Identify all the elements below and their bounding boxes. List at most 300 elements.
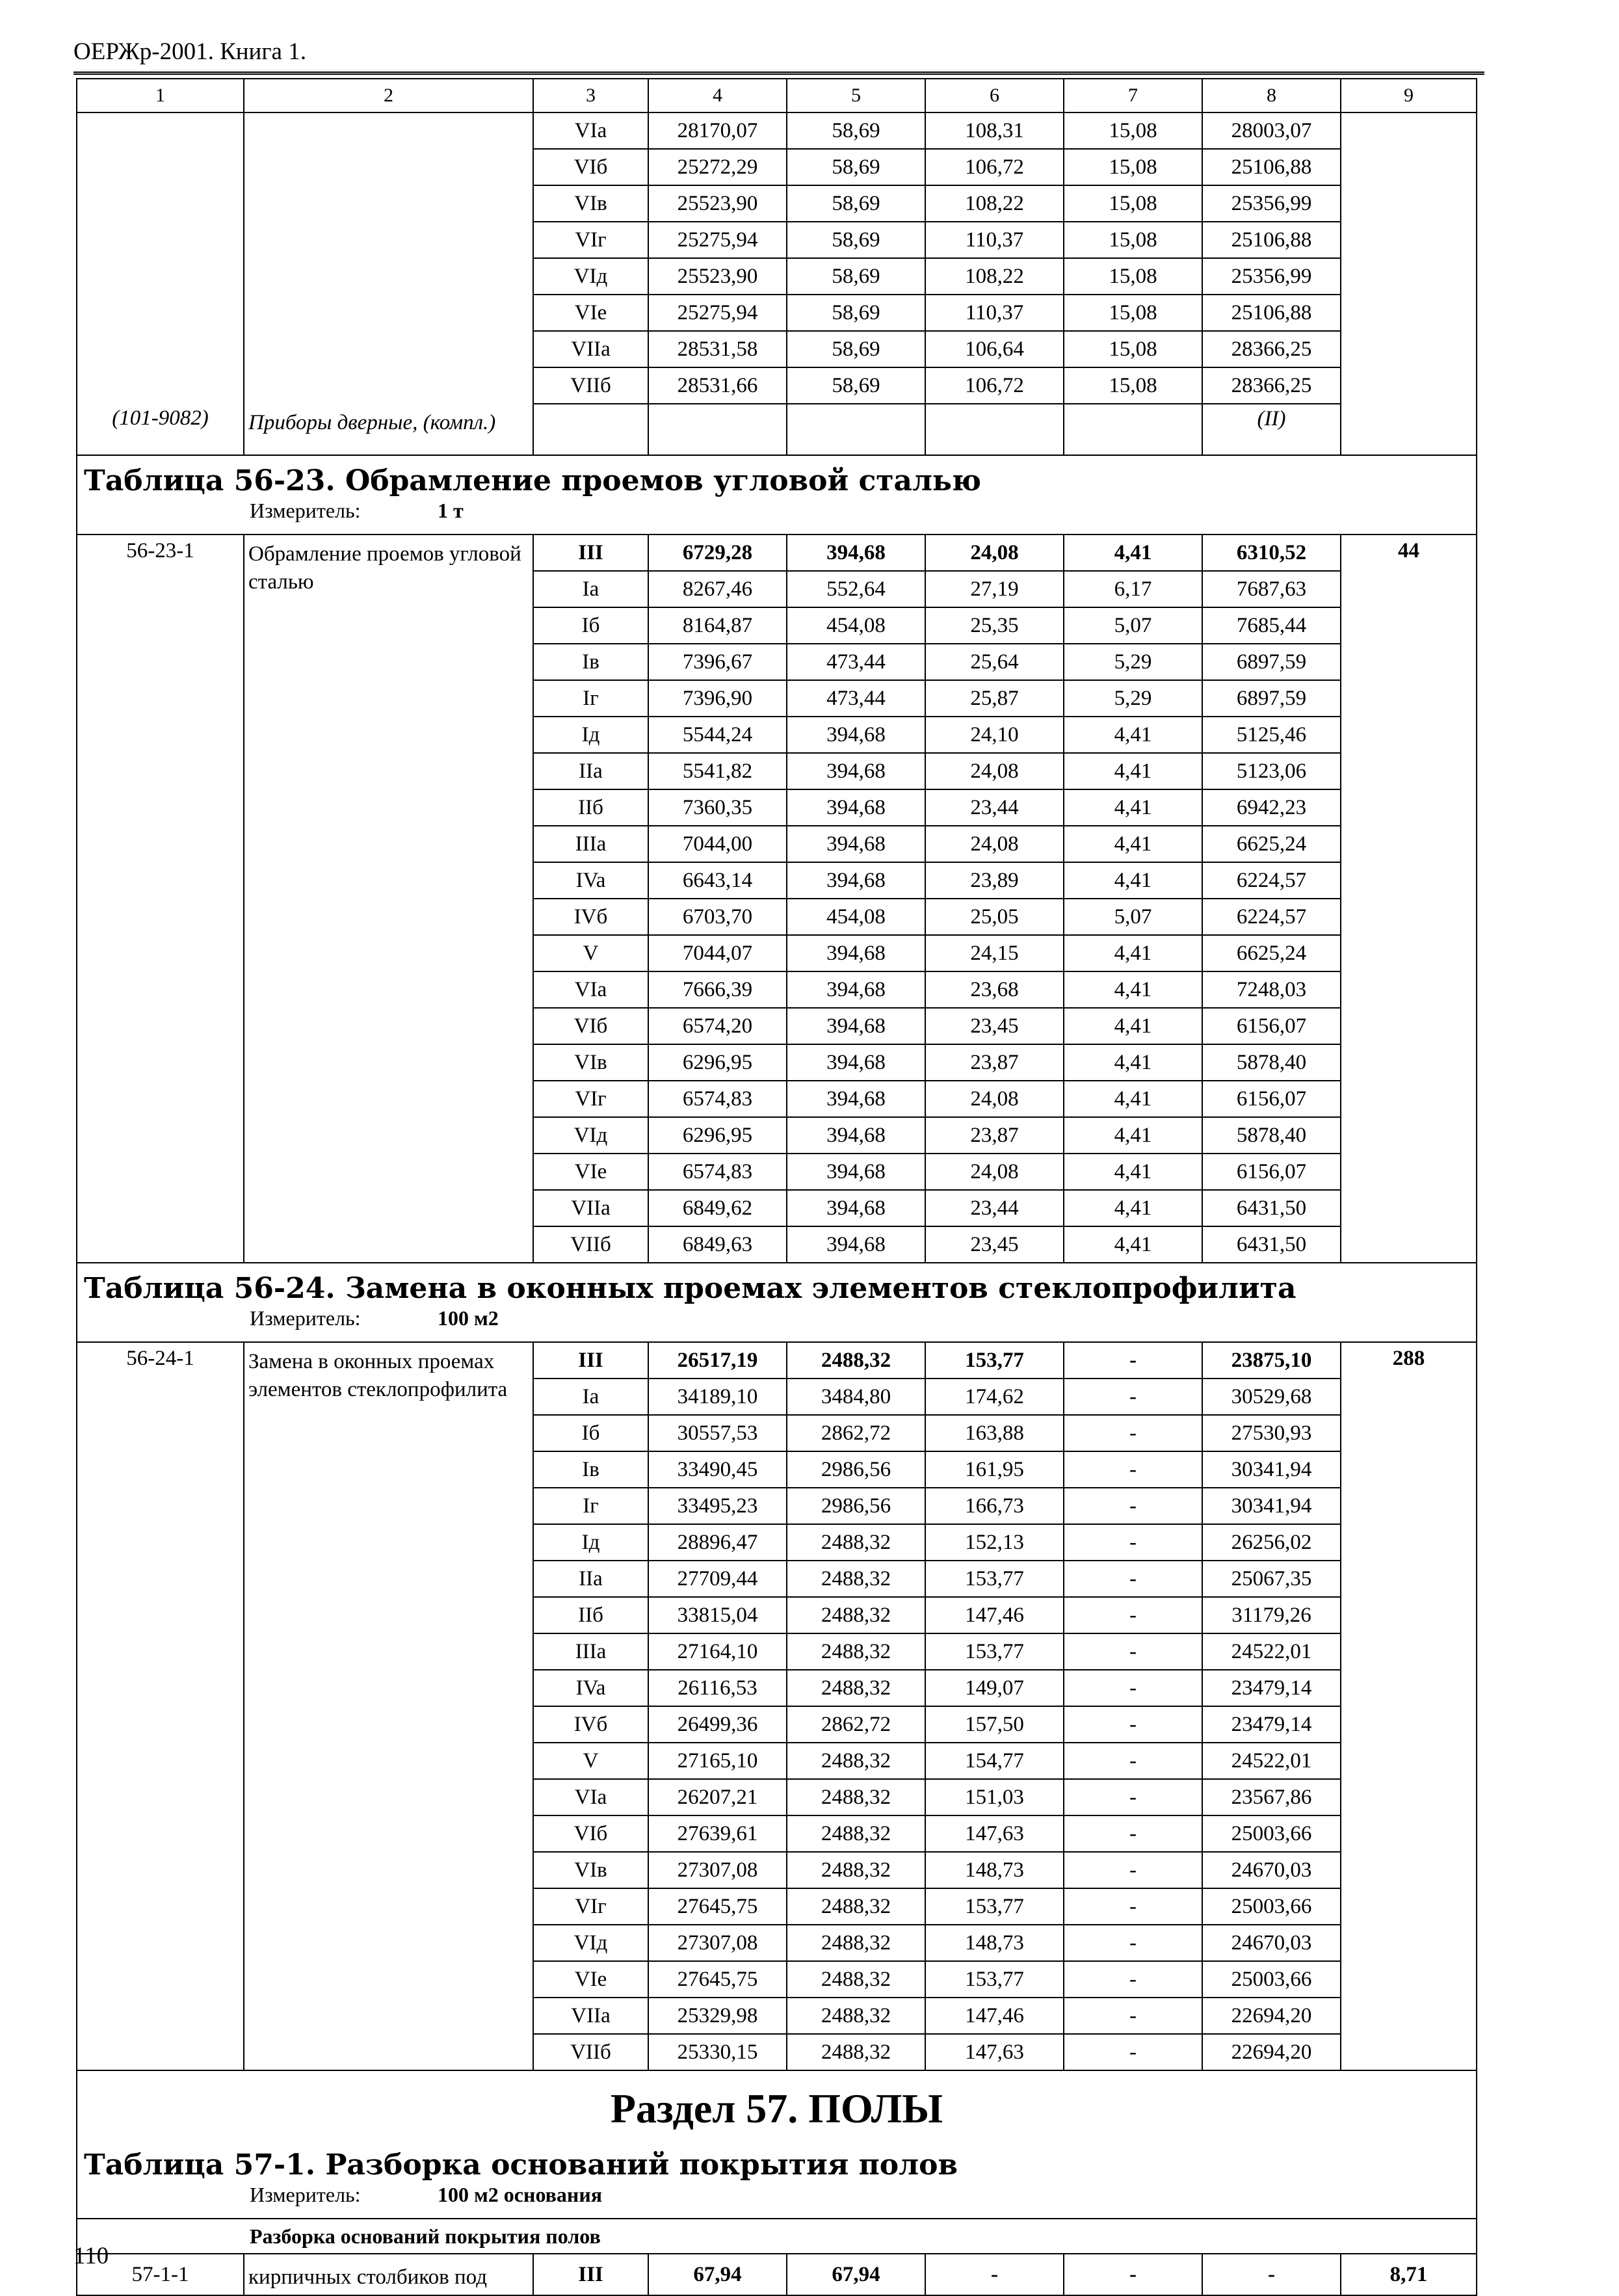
table-cell: - xyxy=(1064,1670,1202,1706)
table-cell: 25,87 xyxy=(925,680,1064,717)
table-title-row xyxy=(77,2140,1477,2184)
table-cell: 153,77 xyxy=(925,1888,1064,1925)
table-cell: 27307,08 xyxy=(648,1925,787,1961)
table-cell: 23,44 xyxy=(925,789,1064,826)
table-cell: VIг xyxy=(533,1081,648,1117)
table-cell: 5541,82 xyxy=(648,753,787,789)
table-cell: 4,41 xyxy=(1064,935,1202,971)
table-cell: 6643,14 xyxy=(648,862,787,899)
table-row xyxy=(77,112,1477,149)
unit-value: 100 м2 основания xyxy=(438,2183,603,2206)
table-cell: 6156,07 xyxy=(1202,1081,1341,1117)
table-cell: 25356,99 xyxy=(1202,185,1341,222)
table-cell: 23479,14 xyxy=(1202,1670,1341,1706)
table-cell: 6942,23 xyxy=(1202,789,1341,826)
table-cell: 6431,50 xyxy=(1202,1190,1341,1226)
table-cell: - xyxy=(1064,1815,1202,1852)
table-cell: 153,77 xyxy=(925,1633,1064,1670)
table-cell: VIб xyxy=(533,149,648,185)
column-number: 1 xyxy=(77,79,244,112)
table-cell: 7666,39 xyxy=(648,971,787,1008)
table-cell: 394,68 xyxy=(787,826,925,862)
table-cell: 27530,93 xyxy=(1202,1415,1341,1451)
table-cell xyxy=(925,404,1064,455)
table-cell: 24,08 xyxy=(925,1154,1064,1190)
table-cell: 552,64 xyxy=(787,571,925,607)
table-cell: 15,08 xyxy=(1064,112,1202,149)
table-cell: III xyxy=(533,534,648,571)
table-cell: 15,08 xyxy=(1064,367,1202,404)
table-cell: 5,07 xyxy=(1064,607,1202,644)
table-cell: 454,08 xyxy=(787,899,925,935)
table-cell: Iг xyxy=(533,680,648,717)
table-cell: 25003,66 xyxy=(1202,1815,1341,1852)
item-name: кирпичных столбиков под xyxy=(244,2254,533,2295)
table-cell: 28366,25 xyxy=(1202,331,1341,367)
table-cell: VIIa xyxy=(533,1998,648,2034)
table-cell: 28896,47 xyxy=(648,1524,787,1561)
table-cell: VIд xyxy=(533,258,648,295)
table-cell: 5544,24 xyxy=(648,717,787,753)
table-title: Таблица 57-1. Разборка оснований покрытия полов xyxy=(77,2140,1477,2184)
table-cell: VIe xyxy=(533,295,648,331)
table-cell: 2488,32 xyxy=(787,1561,925,1597)
table-cell: 2488,32 xyxy=(787,1524,925,1561)
table-cell: 5,29 xyxy=(1064,644,1202,680)
table-cell: 28531,58 xyxy=(648,331,787,367)
table-cell: 4,41 xyxy=(1064,534,1202,571)
table-cell: 4,41 xyxy=(1064,1008,1202,1044)
table-cell: 27645,75 xyxy=(648,1888,787,1925)
table-cell: - xyxy=(1064,1379,1202,1415)
table-cell: VIe xyxy=(533,1154,648,1190)
table-cell: 4,41 xyxy=(1064,717,1202,753)
table-cell: 147,46 xyxy=(925,1998,1064,2034)
table-cell: VIa xyxy=(533,1779,648,1815)
table-cell: VIe xyxy=(533,1961,648,1998)
column-number: 6 xyxy=(925,79,1064,112)
table-cell: 34189,10 xyxy=(648,1379,787,1415)
table-cell: 67,94 xyxy=(787,2254,925,2295)
table-cell: 58,69 xyxy=(787,185,925,222)
table-cell xyxy=(1064,404,1202,455)
table-cell: 58,69 xyxy=(787,367,925,404)
table-cell: 151,03 xyxy=(925,1779,1064,1815)
table-cell: 24,08 xyxy=(925,534,1064,571)
table-cell: IIб xyxy=(533,1597,648,1633)
table-row xyxy=(77,534,1477,571)
item-name: Приборы дверные, (компл.) xyxy=(244,404,533,455)
table-cell: 5878,40 xyxy=(1202,1044,1341,1081)
table-cell: 23,44 xyxy=(925,1190,1064,1226)
table-cell: 4,41 xyxy=(1064,826,1202,862)
table-cell: Ia xyxy=(533,571,648,607)
running-header: ОЕРЖр-2001. Книга 1. xyxy=(73,38,306,65)
cont-code-cell xyxy=(77,112,244,404)
unit-row xyxy=(77,500,1477,534)
table-cell xyxy=(787,404,925,455)
table-cell: 2488,32 xyxy=(787,1961,925,1998)
table-cell: 58,69 xyxy=(787,331,925,367)
table-cell: 28170,07 xyxy=(648,112,787,149)
table-cell: 394,68 xyxy=(787,1154,925,1190)
table-cell: Iб xyxy=(533,607,648,644)
table-cell: 3484,80 xyxy=(787,1379,925,1415)
table-cell: - xyxy=(1064,1925,1202,1961)
table-cell: 25329,98 xyxy=(648,1998,787,2034)
unit-value: 1 т xyxy=(438,499,464,522)
table-cell: 31179,26 xyxy=(1202,1597,1341,1633)
table-cell: 15,08 xyxy=(1064,331,1202,367)
table-cell: 6296,95 xyxy=(648,1044,787,1081)
table-cell: 2488,32 xyxy=(787,1342,925,1379)
table-cell: 5878,40 xyxy=(1202,1117,1341,1154)
unit-cell xyxy=(77,1308,1477,1342)
column-number: 3 xyxy=(533,79,648,112)
table-cell: 4,41 xyxy=(1064,1081,1202,1117)
table-cell: 24,08 xyxy=(925,826,1064,862)
table-cell: 15,08 xyxy=(1064,185,1202,222)
table-cell: 106,64 xyxy=(925,331,1064,367)
unit-label: Измеритель: xyxy=(250,2183,361,2206)
table-cell: 26499,36 xyxy=(648,1706,787,1743)
table-cell: 153,77 xyxy=(925,1342,1064,1379)
table-cell: 4,41 xyxy=(1064,753,1202,789)
table-cell: 106,72 xyxy=(925,367,1064,404)
table-cell: 394,68 xyxy=(787,1117,925,1154)
table-cell: - xyxy=(925,2254,1064,2295)
table-cell: IIIa xyxy=(533,1633,648,1670)
table-cell: 6224,57 xyxy=(1202,899,1341,935)
table-cell: 25106,88 xyxy=(1202,149,1341,185)
table-cell: 6625,24 xyxy=(1202,935,1341,971)
table-cell: 108,22 xyxy=(925,185,1064,222)
table-title: Таблица 56-24. Замена в оконных проемах элементов стеклопрофилита xyxy=(77,1263,1477,1308)
table-cell: Iв xyxy=(533,1451,648,1488)
item-name: Замена в оконных проемах элементов стеклопрофилита xyxy=(244,1342,533,2070)
table-cell: 8,71 xyxy=(1341,2254,1477,2295)
col9-value: 288 xyxy=(1341,1342,1477,2070)
cont-name-cell xyxy=(244,112,533,404)
estimate-table xyxy=(76,78,1477,2296)
table-cell: 27645,75 xyxy=(648,1961,787,1998)
page-number: 110 xyxy=(73,2243,109,2269)
table-cell: 4,41 xyxy=(1064,971,1202,1008)
table-cell: 161,95 xyxy=(925,1451,1064,1488)
table-cell: 110,37 xyxy=(925,295,1064,331)
table-cell: VIa xyxy=(533,971,648,1008)
table-cell: 8267,46 xyxy=(648,571,787,607)
column-number: 4 xyxy=(648,79,787,112)
item-code: 57-1-1 xyxy=(77,2254,244,2295)
table-row xyxy=(77,2254,1477,2295)
unit-label: Измеритель: xyxy=(250,1306,361,1330)
cont-col9-cell xyxy=(1341,112,1477,455)
table-cell: 26256,02 xyxy=(1202,1524,1341,1561)
table-cell: 6574,20 xyxy=(648,1008,787,1044)
table-cell: 6310,52 xyxy=(1202,534,1341,571)
item-code: 56-23-1 xyxy=(77,534,244,1263)
table-cell: Iг xyxy=(533,1488,648,1524)
table-cell: 5,07 xyxy=(1064,899,1202,935)
table-cell: - xyxy=(1064,1706,1202,1743)
table-cell: 2488,32 xyxy=(787,1633,925,1670)
table-cell: VIIa xyxy=(533,1190,648,1226)
table-cell: 25,05 xyxy=(925,899,1064,935)
table-cell: 15,08 xyxy=(1064,149,1202,185)
table-cell: - xyxy=(1064,2034,1202,2070)
table-cell: VIIб xyxy=(533,367,648,404)
table-cell: 30529,68 xyxy=(1202,1379,1341,1415)
table-cell: 454,08 xyxy=(787,607,925,644)
table-cell: 25523,90 xyxy=(648,185,787,222)
table-cell: (II) xyxy=(1202,404,1341,455)
table-cell: 147,63 xyxy=(925,1815,1064,1852)
table-cell: - xyxy=(1064,1743,1202,1779)
column-number: 2 xyxy=(244,79,533,112)
table-cell: Iв xyxy=(533,644,648,680)
table-cell: 7360,35 xyxy=(648,789,787,826)
table-cell: 6849,62 xyxy=(648,1190,787,1226)
table-cell: 4,41 xyxy=(1064,1044,1202,1081)
table-cell: VIд xyxy=(533,1925,648,1961)
table-cell: 7248,03 xyxy=(1202,971,1341,1008)
table-cell: 27164,10 xyxy=(648,1633,787,1670)
table-cell: 58,69 xyxy=(787,258,925,295)
table-cell: VIг xyxy=(533,222,648,258)
table-cell: 473,44 xyxy=(787,680,925,717)
table-cell: 6156,07 xyxy=(1202,1154,1341,1190)
table-cell: 6224,57 xyxy=(1202,862,1341,899)
table-cell: 2488,32 xyxy=(787,1888,925,1925)
section-title: Раздел 57. ПОЛЫ xyxy=(77,2070,1477,2140)
table-cell: 27,19 xyxy=(925,571,1064,607)
table-cell: 6431,50 xyxy=(1202,1226,1341,1263)
table-cell: 28366,25 xyxy=(1202,367,1341,404)
table-cell: Iб xyxy=(533,1415,648,1451)
table-cell: IIa xyxy=(533,753,648,789)
table-cell: 154,77 xyxy=(925,1743,1064,1779)
table-cell: 2488,32 xyxy=(787,1815,925,1852)
table-cell: 6729,28 xyxy=(648,534,787,571)
table-cell: - xyxy=(1202,2254,1341,2295)
table-cell: 157,50 xyxy=(925,1706,1064,1743)
column-number: 7 xyxy=(1064,79,1202,112)
table-cell: 2488,32 xyxy=(787,1998,925,2034)
table-cell: - xyxy=(1064,1779,1202,1815)
table-cell: 2488,32 xyxy=(787,1670,925,1706)
table-cell: 23,89 xyxy=(925,862,1064,899)
table-cell: 4,41 xyxy=(1064,789,1202,826)
table-cell: 24,08 xyxy=(925,1081,1064,1117)
table-cell: 149,07 xyxy=(925,1670,1064,1706)
column-number: 5 xyxy=(787,79,925,112)
item-name: Обрамление проемов угловой сталью xyxy=(244,534,533,1263)
table-cell: 394,68 xyxy=(787,534,925,571)
table-cell: 4,41 xyxy=(1064,1117,1202,1154)
table-cell: IIIa xyxy=(533,826,648,862)
table-cell: VIг xyxy=(533,1888,648,1925)
unit-label: Измеритель: xyxy=(250,499,361,522)
table-cell: 110,37 xyxy=(925,222,1064,258)
table-cell: 6156,07 xyxy=(1202,1008,1341,1044)
table-cell: 25067,35 xyxy=(1202,1561,1341,1597)
table-cell: 394,68 xyxy=(787,935,925,971)
table-cell: 25523,90 xyxy=(648,258,787,295)
table-cell: III xyxy=(533,1342,648,1379)
table-cell: 394,68 xyxy=(787,971,925,1008)
table-cell: 30341,94 xyxy=(1202,1451,1341,1488)
table-cell: 4,41 xyxy=(1064,862,1202,899)
table-cell: 26517,19 xyxy=(648,1342,787,1379)
table-cell xyxy=(648,404,787,455)
table-cell: 25106,88 xyxy=(1202,222,1341,258)
table-cell: 473,44 xyxy=(787,644,925,680)
table-cell: 25272,29 xyxy=(648,149,787,185)
table-cell: 22694,20 xyxy=(1202,2034,1341,2070)
table-cell: 25275,94 xyxy=(648,222,787,258)
table-cell: 15,08 xyxy=(1064,222,1202,258)
table-cell: 23,45 xyxy=(925,1226,1064,1263)
table-cell: IVa xyxy=(533,862,648,899)
table-cell: Iд xyxy=(533,1524,648,1561)
table-cell: 26207,21 xyxy=(648,1779,787,1815)
table-cell: 6849,63 xyxy=(648,1226,787,1263)
table-cell: 2488,32 xyxy=(787,1597,925,1633)
table-cell: 4,41 xyxy=(1064,1226,1202,1263)
table-cell: V xyxy=(533,935,648,971)
table-cell: 27639,61 xyxy=(648,1815,787,1852)
table-cell: 25330,15 xyxy=(648,2034,787,2070)
table-cell: V xyxy=(533,1743,648,1779)
table-cell: 163,88 xyxy=(925,1415,1064,1451)
table-cell: Ia xyxy=(533,1379,648,1415)
table-cell: VIIa xyxy=(533,331,648,367)
table-cell: 2986,56 xyxy=(787,1488,925,1524)
table-cell: 5125,46 xyxy=(1202,717,1341,753)
table-cell: 27709,44 xyxy=(648,1561,787,1597)
table-cell: VIв xyxy=(533,185,648,222)
table-cell: VIб xyxy=(533,1008,648,1044)
table-cell: 58,69 xyxy=(787,112,925,149)
table-row xyxy=(77,404,1477,455)
table-cell: 2488,32 xyxy=(787,1743,925,1779)
table-cell: 24,10 xyxy=(925,717,1064,753)
table-cell: IIб xyxy=(533,789,648,826)
table-cell: 6296,95 xyxy=(648,1117,787,1154)
table-cell: - xyxy=(1064,1597,1202,1633)
table-cell: 7044,00 xyxy=(648,826,787,862)
table-cell: 2488,32 xyxy=(787,2034,925,2070)
header-rule xyxy=(73,72,1484,75)
table-cell: 7396,90 xyxy=(648,680,787,717)
col9-value: 44 xyxy=(1341,534,1477,1263)
subheading-row xyxy=(77,2219,1477,2254)
table-cell: 6574,83 xyxy=(648,1154,787,1190)
table-cell: 28003,07 xyxy=(1202,112,1341,149)
table-cell: 394,68 xyxy=(787,717,925,753)
table-cell: 394,68 xyxy=(787,1044,925,1081)
table-cell: 25106,88 xyxy=(1202,295,1341,331)
table-cell: 394,68 xyxy=(787,862,925,899)
table-cell: 30341,94 xyxy=(1202,1488,1341,1524)
table-cell: 24522,01 xyxy=(1202,1633,1341,1670)
table-cell: IIa xyxy=(533,1561,648,1597)
table-cell: 33490,45 xyxy=(648,1451,787,1488)
table-cell: IVб xyxy=(533,1706,648,1743)
table-cell: 147,46 xyxy=(925,1597,1064,1633)
table-cell: 25003,66 xyxy=(1202,1888,1341,1925)
table-cell: 148,73 xyxy=(925,1925,1064,1961)
table-cell: - xyxy=(1064,1488,1202,1524)
table-cell: VIд xyxy=(533,1117,648,1154)
table-cell: - xyxy=(1064,1888,1202,1925)
table-cell: 394,68 xyxy=(787,1226,925,1263)
table-cell: 394,68 xyxy=(787,1081,925,1117)
table-cell: 394,68 xyxy=(787,1190,925,1226)
table-row xyxy=(77,1342,1477,1379)
table-cell: 6897,59 xyxy=(1202,644,1341,680)
unit-value: 100 м2 xyxy=(438,1306,499,1330)
subheading: Разборка оснований покрытия полов xyxy=(77,2219,1477,2254)
table-cell: 24670,03 xyxy=(1202,1925,1341,1961)
table-cell: 23,87 xyxy=(925,1117,1064,1154)
table-cell: 58,69 xyxy=(787,222,925,258)
table-cell: - xyxy=(1064,1451,1202,1488)
table-cell: - xyxy=(1064,1961,1202,1998)
table-cell: 2488,32 xyxy=(787,1925,925,1961)
table-cell: VIIб xyxy=(533,2034,648,2070)
table-cell: - xyxy=(1064,1633,1202,1670)
table-cell: 58,69 xyxy=(787,295,925,331)
table-cell: 24,15 xyxy=(925,935,1064,971)
table-cell xyxy=(533,404,648,455)
unit-cell xyxy=(77,2184,1477,2219)
table-cell: 6625,24 xyxy=(1202,826,1341,862)
table-cell: 23,68 xyxy=(925,971,1064,1008)
table-cell: 2862,72 xyxy=(787,1706,925,1743)
table-cell: 67,94 xyxy=(648,2254,787,2295)
table-cell: 23875,10 xyxy=(1202,1342,1341,1379)
table-cell: 108,22 xyxy=(925,258,1064,295)
table-cell: 2862,72 xyxy=(787,1415,925,1451)
table-cell: 148,73 xyxy=(925,1852,1064,1888)
table-cell: 5123,06 xyxy=(1202,753,1341,789)
table-cell: 7396,67 xyxy=(648,644,787,680)
table-cell: 108,31 xyxy=(925,112,1064,149)
table-cell: Iд xyxy=(533,717,648,753)
table-cell: 23567,86 xyxy=(1202,1779,1341,1815)
table-cell: 394,68 xyxy=(787,789,925,826)
table-cell: - xyxy=(1064,1524,1202,1561)
table-cell: 58,69 xyxy=(787,149,925,185)
table-cell: 4,41 xyxy=(1064,1154,1202,1190)
column-number: 8 xyxy=(1202,79,1341,112)
table-cell: VIб xyxy=(533,1815,648,1852)
table-cell: 394,68 xyxy=(787,1008,925,1044)
column-number-row xyxy=(77,79,1477,112)
table-cell: 27165,10 xyxy=(648,1743,787,1779)
table-cell: 33815,04 xyxy=(648,1597,787,1633)
table-cell: 7044,07 xyxy=(648,935,787,971)
table-cell: 153,77 xyxy=(925,1561,1064,1597)
table-title-row xyxy=(77,1263,1477,1308)
table-cell: 152,13 xyxy=(925,1524,1064,1561)
table-cell: 4,41 xyxy=(1064,1190,1202,1226)
table-cell: 174,62 xyxy=(925,1379,1064,1415)
table-cell: 25356,99 xyxy=(1202,258,1341,295)
table-cell: VIв xyxy=(533,1852,648,1888)
